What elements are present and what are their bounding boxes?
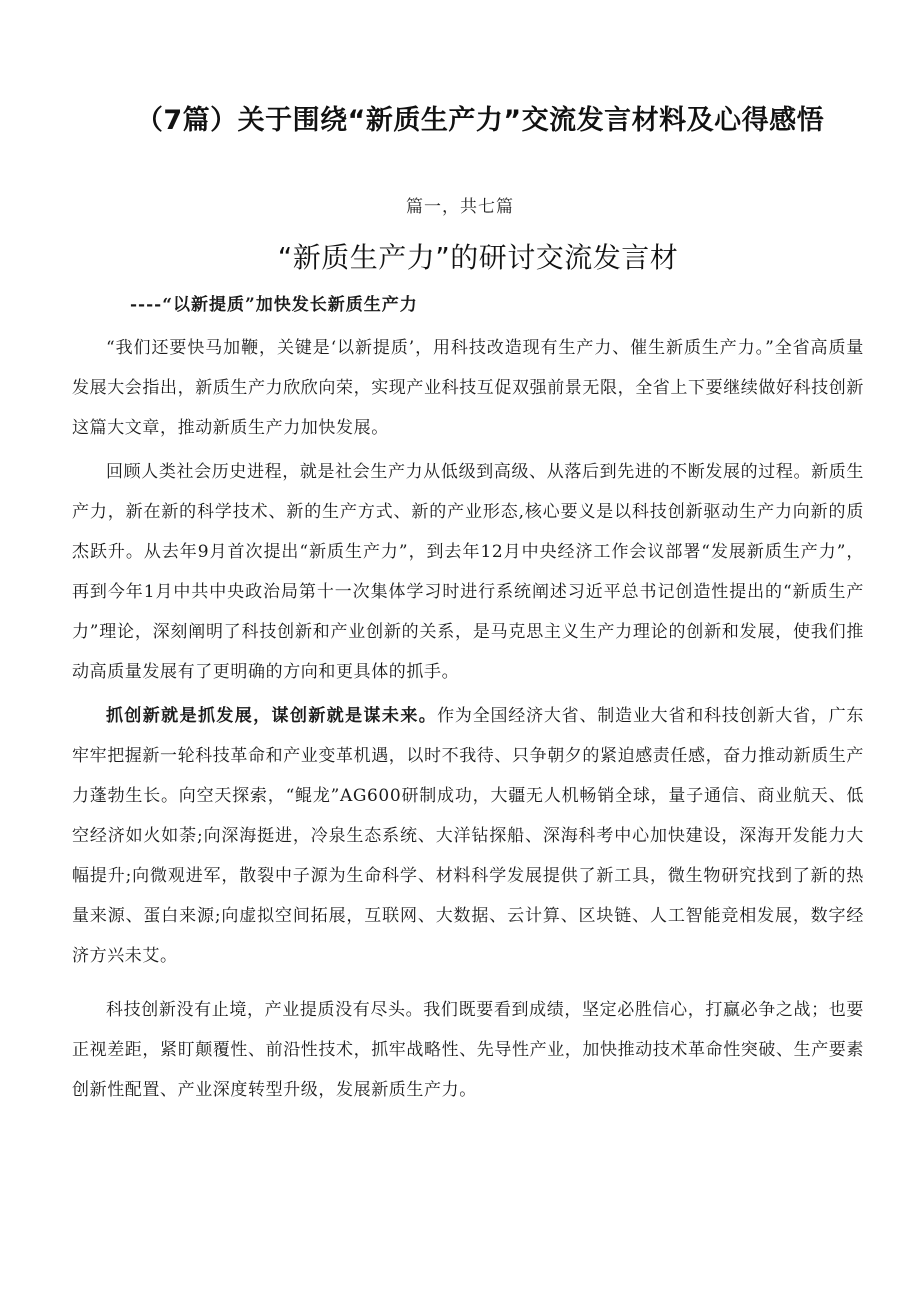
section-subtitle: ----“以新提质”加快发长新质生产力	[130, 295, 418, 315]
part-label: 篇一，共七篇	[406, 197, 514, 217]
body-text	[72, 328, 864, 1110]
paragraph-4: 科技创新没有止境，产业提质没有尽头。我们既要看到成绩，坚定必胜信心，打赢必争之战；也要正视差距，紧盯颠覆性、前沿性技术，抓牢战略性、先导性产业，加快推动技术革命性突破、生产要素创新性配置、产业深度转型升级，发展新质生产力。	[72, 1000, 864, 1100]
paragraph-1: “我们还要快马加鞭，关键是‘以新提质’，用科技改造现有生产力、催生新质生产力。”全省高质量发展大会指出，新质生产力欣欣向荣，实现产业科技互促双强前景无限，全省上下要继续做好科技创新这篇大文章，推动新质生产力加快发展。	[72, 338, 864, 438]
paragraph-3	[72, 696, 864, 976]
paragraph-2: 回顾人类社会历史进程，就是社会生产力从低级到高级、从落后到先进的不断发展的过程。新质生产力，新在新的科学技术、新的生产方式、新的产业形态,核心要义是以科技创新驱动生产力向新的质杰跃升。从去年9月首次提出“新质生产力”，到去年12月中央经济工作会议部署“发展新质生产力”，再到今年1月中共中央政治局第十一次集体学习时进行系统阐述习近平总书记创造性提出的“新质生产力”理论，深刻阐明了科技创新和产业创新的关系，是马克思主义生产力理论的创新和发展，使我们推动高质量发展有了更明确的方向和更具体的抓手。	[72, 462, 864, 682]
section-title: “新质生产力”的研讨交流发言材	[277, 241, 679, 274]
document-title: （7篇）关于围绕“新质生产力”交流发言材料及心得感悟	[135, 105, 825, 136]
paragraph-3-lead: 抓创新就是抓发展，谋创新就是谋未来。	[106, 706, 438, 726]
paragraph-3-text: 作为全国经济大省、制造业大省和科技创新大省，广东牢牢把握新一轮科技革命和产业变革机遇，以时不我待、只争朝夕的紧迫感责任感，奋力推动新质生产力蓬勃生长。向空天探索，“鲲龙”AG600研制成功，大疆无人机畅销全球，量子通信、商业航天、低空经济如火如荼;向深海挺进，冷泉生态系统、大洋钻探船、深海科考中心加快建设，深海开发能力大幅提升;向微观进军，散裂中子源为生命科学、材料科学发展提供了新工具，微生物研究找到了新的热量来源、蛋白来源;向虚拟空间拓展，互联网、大数据、云计算、区块链、人工智能竞相发展，数字经济方兴未艾。	[72, 706, 864, 966]
